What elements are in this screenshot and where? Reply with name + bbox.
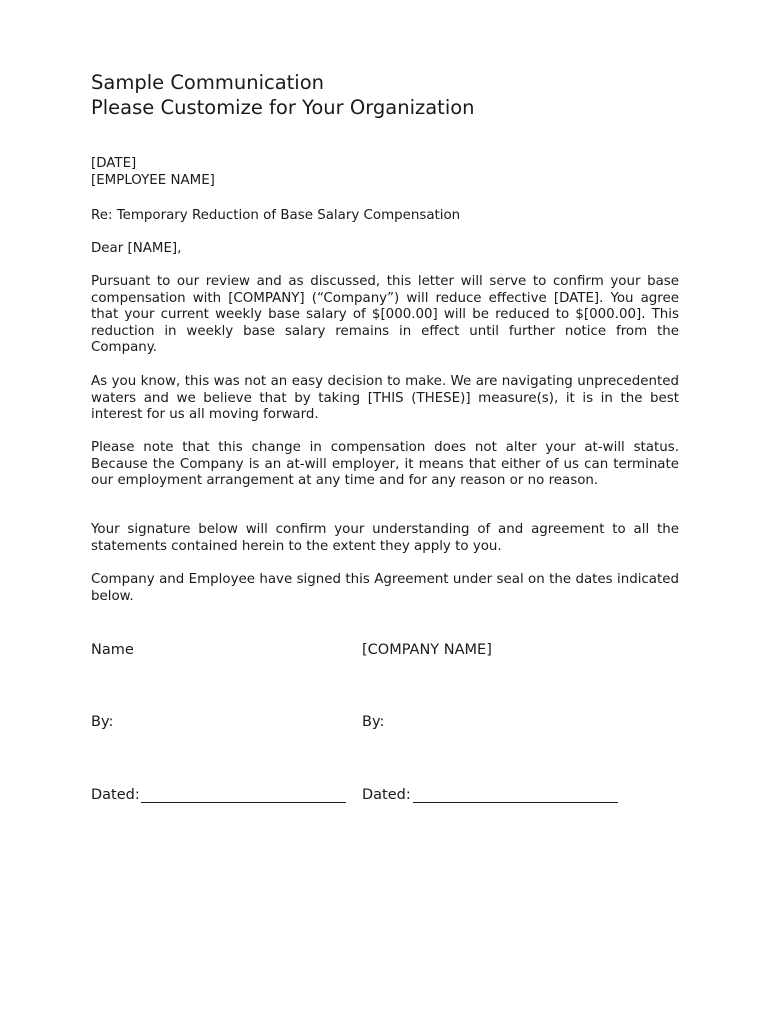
address-block [91,156,679,189]
subject-line: Re: Temporary Reduction of Base Salary Compensation [91,208,461,223]
paragraph-5: Company and Employee have signed this Agreement under seal on the dates indicated below. [91,572,679,604]
paragraph-3: Please note that this change in compensation does not alter your at-will status. Because the Company is an at-will employer, it means that either of us can terminate our employment arrangement at any time and for any reason or no reason. [91,440,679,489]
salutation: Dear [NAME], [91,241,182,256]
dated-signature-line-right [413,802,618,803]
signature-by-label-right: By: [362,714,385,730]
dated-signature-line-left [141,802,346,803]
signature-dated-label-left: Dated: [91,787,140,803]
signature-company-label: [COMPANY NAME] [362,642,492,658]
signature-by-label-left: By: [91,714,114,730]
employee-name-placeholder: [EMPLOYEE NAME] [91,172,215,188]
signature-name-label: Name [91,642,134,658]
paragraph-2: As you know, this was not an easy decision to make. We are navigating unprecedented waters and we believe that by taking [THIS (THESE)] measure(s), it is in the best interest for us all moving forward. [91,374,679,423]
paragraph-1: Pursuant to our review and as discussed, this letter will serve to confirm your base compensation with [COMPANY] (“Company”) will reduce effective [DATE]. You agree that your current weekly base salary of $[000.00] will be reduced to $[000.00]. This reduction in weekly base salary remains in effect until further notice from the Company. [91,274,679,356]
signature-dated-label-right: Dated: [362,787,411,803]
heading-line-1: Sample Communication [91,71,325,94]
date-placeholder: [DATE] [91,156,137,171]
paragraph-4: Your signature below will confirm your understanding of and agreement to all the statements contained herein to the extent they apply to you. [91,522,679,554]
document-heading [91,70,475,120]
heading-line-2: Please Customize for Your Organization [91,96,475,119]
